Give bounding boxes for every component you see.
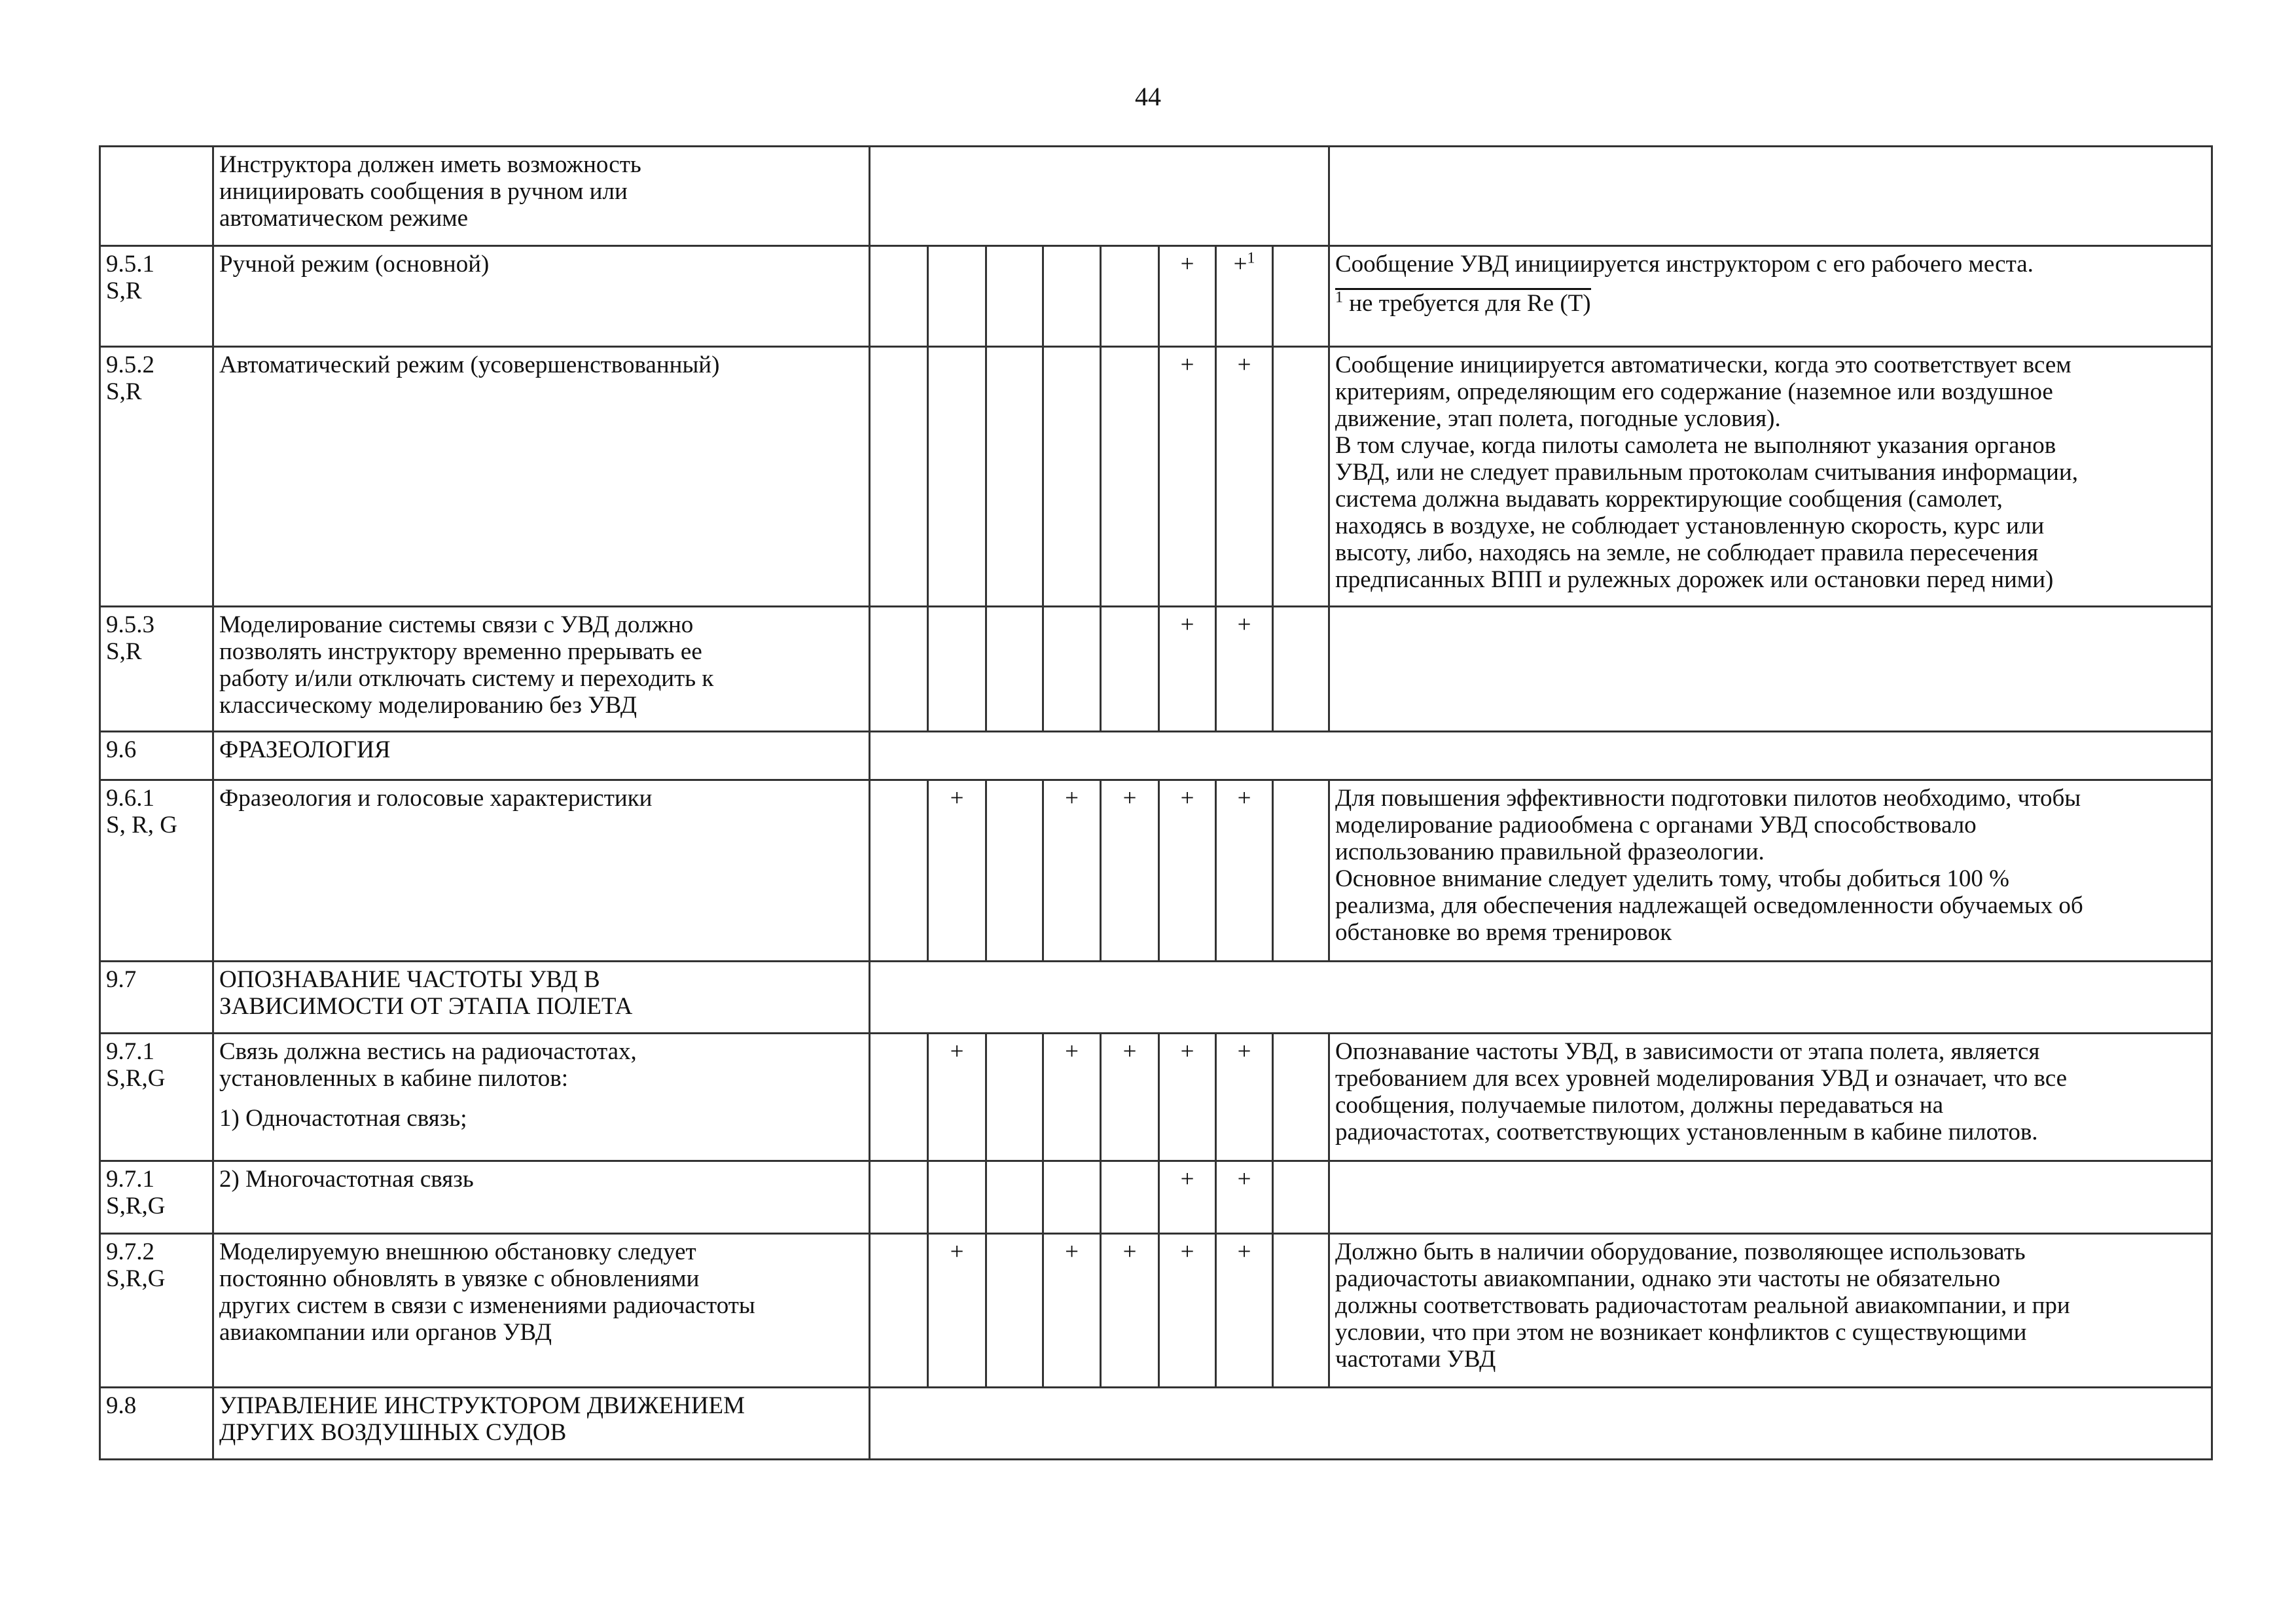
item-number: 9.7.1 bbox=[106, 1038, 154, 1065]
item-number-cell bbox=[100, 780, 213, 962]
mark-cell bbox=[1273, 607, 1329, 732]
note-line: предписанных ВПП и рулежных дорожек или остановки перед ними) bbox=[1335, 566, 2054, 593]
description-line: установленных в кабине пилотов: bbox=[219, 1065, 569, 1092]
item-levels: S,R bbox=[106, 278, 142, 304]
note-line: условии, что при этом не возникает конфликтов с существующими bbox=[1335, 1319, 2027, 1346]
table-row bbox=[100, 147, 2212, 246]
mark-cell bbox=[1101, 607, 1159, 732]
mark-cell bbox=[870, 1161, 928, 1234]
mark-cell bbox=[1101, 347, 1159, 607]
note-line: Сообщение инициируется автоматически, когда это соответствует всем bbox=[1335, 352, 2072, 378]
mark-cell bbox=[1216, 1161, 1273, 1234]
mark-cell bbox=[1043, 1034, 1101, 1161]
item-levels: S,R,G bbox=[106, 1265, 166, 1292]
note-line: В том случае, когда пилоты самолета не выполняют указания органов bbox=[1335, 432, 2056, 459]
mark-cell bbox=[928, 1234, 986, 1388]
section-row bbox=[100, 732, 2212, 780]
section-title-line: УПРАВЛЕНИЕ ИНСТРУКТОРОМ ДВИЖЕНИЕМ bbox=[219, 1392, 745, 1419]
plus-mark: + bbox=[1180, 611, 1194, 638]
mark-cell bbox=[1159, 246, 1216, 347]
plus-mark: + bbox=[1237, 785, 1251, 812]
mark-cell bbox=[928, 1161, 986, 1234]
mark-cell bbox=[1273, 347, 1329, 607]
footnote-text: не требуется для Re (T) bbox=[1343, 290, 1591, 317]
footnote-ref: 1 bbox=[1247, 249, 1255, 267]
item-number-cell bbox=[100, 347, 213, 607]
section-title-line: ЗАВИСИМОСТИ ОТ ЭТАПА ПОЛЕТА bbox=[219, 993, 633, 1020]
item-number-cell bbox=[100, 1388, 213, 1460]
mark-cell bbox=[1159, 347, 1216, 607]
item-number-cell bbox=[100, 1234, 213, 1388]
note-line: моделирование радиообмена с органами УВД способствовало bbox=[1335, 812, 1977, 839]
note-line: частотами УВД bbox=[1335, 1346, 1496, 1373]
mark-cell bbox=[1216, 780, 1273, 962]
note-line: использованию правильной фразеологии. bbox=[1335, 839, 1765, 865]
mark-cell bbox=[1101, 1034, 1159, 1161]
description-cell bbox=[213, 1034, 870, 1161]
note-line: радиочастотах, соответствующих установленным в кабине пилотов. bbox=[1335, 1119, 2038, 1146]
item-number-cell bbox=[100, 246, 213, 347]
mark-cell bbox=[1043, 347, 1101, 607]
item-number-cell bbox=[100, 1161, 213, 1234]
description-line: постоянно обновлять в увязке с обновлениями bbox=[219, 1265, 700, 1292]
description-line: авиакомпании или органов УВД bbox=[219, 1319, 552, 1346]
note-line: сообщения, получаемые пилотом, должны передаваться на bbox=[1335, 1092, 1944, 1119]
table-row bbox=[100, 1034, 2212, 1161]
requirements-table bbox=[99, 145, 2213, 1460]
item-number: 9.7.2 bbox=[106, 1238, 154, 1265]
item-number: 9.5.1 bbox=[106, 251, 154, 278]
section-row bbox=[100, 1388, 2212, 1460]
note-cell bbox=[1329, 147, 2212, 246]
section-blank-cell bbox=[870, 962, 2212, 1034]
description-line: позволять инструктору временно прерывать ее bbox=[219, 638, 702, 665]
note-line: высоту, либо, находясь на земле, не соблюдает правила пересечения bbox=[1335, 539, 2039, 566]
description-line: работу и/или отключать систему и переходить к bbox=[219, 665, 714, 692]
mark-cell bbox=[986, 1034, 1043, 1161]
plus-mark: + bbox=[1180, 785, 1194, 812]
note-line: Опознавание частоты УВД, в зависимости от этапа полета, является bbox=[1335, 1038, 2040, 1065]
plus-mark: + bbox=[950, 1238, 964, 1265]
note-cell bbox=[1329, 1034, 2212, 1161]
item-number-cell bbox=[100, 607, 213, 732]
mark-cell bbox=[1273, 1034, 1329, 1161]
note-line: система должна выдавать корректирующие сообщения (самолет, bbox=[1335, 486, 2003, 513]
description-cell bbox=[213, 147, 870, 246]
plus-mark: + bbox=[1122, 1038, 1137, 1065]
item-levels: S, R, G bbox=[106, 812, 177, 839]
mark-cell bbox=[1159, 1034, 1216, 1161]
plus-mark: + bbox=[950, 1038, 964, 1065]
note-cell bbox=[1329, 347, 2212, 607]
plus-mark: + bbox=[1180, 251, 1194, 278]
section-title-line: ДРУГИХ ВОЗДУШНЫХ СУДОВ bbox=[219, 1419, 567, 1446]
mark-cell bbox=[928, 1034, 986, 1161]
item-number-cell bbox=[100, 732, 213, 780]
item-levels: S,R bbox=[106, 378, 142, 405]
plus-mark: + bbox=[1180, 352, 1194, 378]
item-levels: S,R,G bbox=[106, 1193, 166, 1219]
note-cell bbox=[1329, 1161, 2212, 1234]
mark-cell bbox=[986, 607, 1043, 732]
mark-cell bbox=[1273, 1234, 1329, 1388]
mark-cell bbox=[1273, 1161, 1329, 1234]
mark-cell bbox=[928, 347, 986, 607]
mark-cell bbox=[1159, 1161, 1216, 1234]
mark-cell bbox=[1043, 246, 1101, 347]
note-line: находясь в воздухе, не соблюдает установленную скорость, курс или bbox=[1335, 513, 2045, 539]
mark-cell bbox=[1043, 1161, 1101, 1234]
note-line: должны соответствовать радиочастотам реальной авиакомпании, и при bbox=[1335, 1292, 2070, 1319]
description-line: Связь должна вестись на радиочастотах, bbox=[219, 1038, 637, 1065]
item-number-cell bbox=[100, 962, 213, 1034]
item-number-cell bbox=[100, 1034, 213, 1161]
plus-mark: + bbox=[1065, 785, 1079, 812]
description-line: Моделирование системы связи с УВД должно bbox=[219, 611, 694, 638]
plus-mark: + bbox=[1180, 1038, 1194, 1065]
mark-cell bbox=[1101, 246, 1159, 347]
plus-mark: + bbox=[1233, 251, 1247, 278]
mark-cell bbox=[1043, 780, 1101, 962]
plus-mark: + bbox=[1237, 611, 1251, 638]
mark-cell bbox=[986, 780, 1043, 962]
table-row bbox=[100, 347, 2212, 607]
plus-mark: + bbox=[1237, 352, 1251, 378]
note-line: критериям, определяющим его содержание (наземное или воздушное bbox=[1335, 378, 2053, 405]
table-row bbox=[100, 1161, 2212, 1234]
mark-cell bbox=[1216, 607, 1273, 732]
mark-cell bbox=[986, 347, 1043, 607]
mark-cell bbox=[1159, 607, 1216, 732]
section-number: 9.6 bbox=[106, 736, 137, 763]
note-line: Для повышения эффективности подготовки пилотов необходимо, чтобы bbox=[1335, 785, 2081, 812]
mark-cell bbox=[870, 1034, 928, 1161]
item-levels: S,R,G bbox=[106, 1065, 166, 1092]
section-blank-cell bbox=[870, 732, 2212, 780]
mark-cell bbox=[986, 1234, 1043, 1388]
mark-cell bbox=[928, 607, 986, 732]
plus-mark: + bbox=[1237, 1166, 1251, 1193]
mark-cell bbox=[870, 347, 928, 607]
note-line: УВД, или не следует правильным протоколам считывания информации, bbox=[1335, 459, 2078, 486]
section-number: 9.8 bbox=[106, 1392, 137, 1419]
item-number: 9.7.1 bbox=[106, 1166, 154, 1193]
description-cell bbox=[213, 246, 870, 347]
mark-cell bbox=[1159, 1234, 1216, 1388]
table-row bbox=[100, 1234, 2212, 1388]
section-row bbox=[100, 962, 2212, 1034]
mark-cell bbox=[986, 1161, 1043, 1234]
section-number: 9.7 bbox=[106, 966, 137, 993]
mark-cell bbox=[1216, 1234, 1273, 1388]
mark-cell bbox=[1216, 347, 1273, 607]
table-row bbox=[100, 607, 2212, 732]
mark-cell bbox=[870, 246, 928, 347]
description-list-item: 1) Одночастотная связь; bbox=[219, 1105, 467, 1132]
plus-mark: + bbox=[1122, 1238, 1137, 1265]
mark-cell bbox=[870, 607, 928, 732]
mark-cell bbox=[1043, 607, 1101, 732]
description-cell bbox=[213, 1234, 870, 1388]
plus-mark: + bbox=[1237, 1038, 1251, 1065]
section-blank-cell bbox=[870, 1388, 2212, 1460]
note-line: Должно быть в наличии оборудование, позволяющее использовать bbox=[1335, 1238, 2026, 1265]
mark-cell bbox=[1043, 1234, 1101, 1388]
plus-mark: + bbox=[1065, 1038, 1079, 1065]
section-title: ФРАЗЕОЛОГИЯ bbox=[219, 736, 391, 763]
note-line: требованием для всех уровней моделирования УВД и означает, что все bbox=[1335, 1065, 2068, 1092]
description-list-item: 2) Многочастотная связь bbox=[219, 1166, 474, 1193]
note-cell bbox=[1329, 607, 2212, 732]
plus-mark: + bbox=[1065, 1238, 1079, 1265]
mark-cell bbox=[1159, 780, 1216, 962]
mark-cell bbox=[928, 780, 986, 962]
description-cell bbox=[213, 607, 870, 732]
marks-merged-cell bbox=[870, 147, 1329, 246]
description-line: Моделируемую внешнюю обстановку следует bbox=[219, 1238, 696, 1265]
note-line: обстановке во время тренировок bbox=[1335, 919, 1672, 946]
section-title-line: ОПОЗНАВАНИЕ ЧАСТОТЫ УВД В bbox=[219, 966, 600, 993]
description-line: автоматическом режиме bbox=[219, 205, 469, 232]
spacer bbox=[219, 1092, 863, 1105]
plus-mark: + bbox=[950, 785, 964, 812]
item-number-cell bbox=[100, 147, 213, 246]
note-cell bbox=[1329, 780, 2212, 962]
note-line: Основное внимание следует уделить тому, чтобы добиться 100 % bbox=[1335, 865, 2009, 892]
mark-cell bbox=[1101, 780, 1159, 962]
description-line: Фразеология и голосовые характеристики bbox=[219, 785, 653, 812]
item-number: 9.5.3 bbox=[106, 611, 154, 638]
note-line: радиочастоты авиакомпании, однако эти частоты не обязательно bbox=[1335, 1265, 2001, 1292]
mark-cell bbox=[1273, 780, 1329, 962]
section-title-cell bbox=[213, 962, 870, 1034]
description-line: инициировать сообщения в ручном или bbox=[219, 178, 628, 205]
mark-cell bbox=[1101, 1234, 1159, 1388]
description-cell bbox=[213, 347, 870, 607]
note-cell bbox=[1329, 246, 2212, 347]
description-cell bbox=[213, 1161, 870, 1234]
table-row bbox=[100, 780, 2212, 962]
mark-cell bbox=[986, 246, 1043, 347]
plus-mark: + bbox=[1237, 1238, 1251, 1265]
table-row bbox=[100, 246, 2212, 347]
note-line: движение, этап полета, погодные условия). bbox=[1335, 405, 1781, 432]
section-title-cell bbox=[213, 732, 870, 780]
mark-cell bbox=[870, 1234, 928, 1388]
item-number: 9.6.1 bbox=[106, 785, 154, 812]
mark-cell bbox=[928, 246, 986, 347]
description-line: других систем в связи с изменениями радиочастоты bbox=[219, 1292, 755, 1319]
footnote-mark: 1 bbox=[1335, 289, 1343, 306]
plus-mark: + bbox=[1180, 1166, 1194, 1193]
note-line: Сообщение УВД инициируется инструктором с его рабочего места. bbox=[1335, 251, 2034, 278]
footnote bbox=[1335, 288, 1591, 317]
section-title-cell bbox=[213, 1388, 870, 1460]
item-number: 9.5.2 bbox=[106, 352, 154, 378]
description-cell bbox=[213, 780, 870, 962]
mark-cell bbox=[1216, 246, 1273, 347]
item-levels: S,R bbox=[106, 638, 142, 665]
description-line: классическому моделированию без УВД bbox=[219, 692, 637, 719]
mark-cell bbox=[1216, 1034, 1273, 1161]
description-line: Инструктора должен иметь возможность bbox=[219, 151, 641, 178]
note-line: реализма, для обеспечения надлежащей осведомленности обучаемых об bbox=[1335, 892, 2083, 919]
mark-cell bbox=[1273, 246, 1329, 347]
description-line: Автоматический режим (усовершенствованный) bbox=[219, 352, 720, 378]
mark-cell bbox=[1101, 1161, 1159, 1234]
plus-mark: + bbox=[1180, 1238, 1194, 1265]
mark-cell bbox=[870, 780, 928, 962]
note-cell bbox=[1329, 1234, 2212, 1388]
page-number: 44 bbox=[1135, 82, 1161, 111]
plus-mark: + bbox=[1122, 785, 1137, 812]
description-line: Ручной режим (основной) bbox=[219, 251, 490, 278]
